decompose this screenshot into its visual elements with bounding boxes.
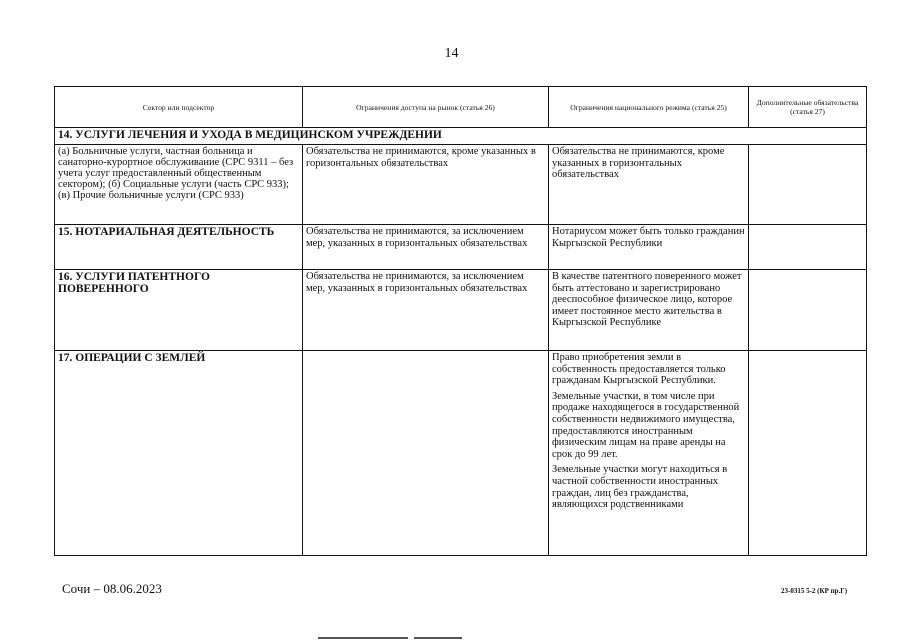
section-17-market-access	[303, 351, 549, 556]
section-14-title-row	[55, 128, 867, 145]
section-17-nt-para3: Земельные участки могут находиться в частной собственности иностранных граждан, лиц без гражданства, являющихся родственниками	[552, 464, 728, 511]
section-15-market-access: Обязательства не принимаются, за исключением мер, указанных в горизонтальных обязательствах	[303, 225, 549, 270]
section-14-national-treatment: Обязательства не принимаются, кроме указанных в горизонтальных обязательствах	[549, 145, 749, 225]
section-15-title: 15. НОТАРИАЛЬНАЯ ДЕЯТЕЛЬНОСТЬ	[55, 225, 303, 270]
header-national-treatment: Ограничения национального режима (статья 25)	[549, 87, 749, 128]
footer-doc-code: 23-0315 5-2 (КР пр.Г)	[781, 587, 848, 595]
section-17-title: 17. ОПЕРАЦИИ С ЗЕМЛЕЙ	[55, 351, 303, 556]
section-17-additional	[749, 351, 867, 556]
section-16-title: 16. УСЛУГИ ПАТЕНТНОГО ПОВЕРЕННОГО	[55, 270, 303, 351]
header-sector: Сектор или подсектор	[55, 87, 303, 128]
section-15-row	[55, 225, 867, 270]
section-15-additional	[749, 225, 867, 270]
section-17-row	[55, 351, 867, 556]
page-number: 14	[444, 46, 459, 61]
footer-date: Сочи – 08.06.2023	[62, 581, 162, 596]
section-15-national-treatment: Нотариусом может быть только гражданин Кыргызской Республики	[549, 225, 749, 270]
section-17-national-treatment	[549, 351, 749, 556]
section-14-row	[55, 145, 867, 225]
section-14-market-access: Обязательства не принимаются, кроме указанных в горизонтальных обязательствах	[303, 145, 549, 225]
section-16-market-access: Обязательства не принимаются, за исключением мер, указанных в горизонтальных обязательствах	[303, 270, 549, 351]
services-table	[54, 86, 867, 556]
section-16-national-treatment: В качестве патентного поверенного может быть аттестовано и зарегистрировано дееспособное физическое лицо, которое имеет постоянное место жительства в Кыргызской Республике	[549, 270, 749, 351]
header-additional: Дополнительные обязательства (статья 27)	[749, 87, 867, 128]
section-17-nt-para1: Право приобретения земли в собственность предоставляется только гражданам Кыргызской Республики.	[552, 352, 726, 387]
section-17-nt-para2: Земельные участки, в том числе при продаже находящегося в государственной собственности недвижимого имущества, предоставляются иностранным физическим лицам на праве аренды на срок до 99 лет.	[552, 390, 740, 460]
section-14-additional	[749, 145, 867, 225]
scan-edge-line	[414, 637, 462, 639]
header-market-access: Ограничения доступа на рынок (статья 26)	[303, 87, 549, 128]
section-14-title: 14. УСЛУГИ ЛЕЧЕНИЯ И УХОДА В МЕДИЦИНСКОМ УЧРЕЖДЕНИИ	[55, 128, 867, 145]
scan-edge-line	[318, 637, 408, 639]
section-16-additional	[749, 270, 867, 351]
table-header-row	[55, 87, 867, 128]
section-14-sector: (а) Больничные услуги, частная больница и санаторно-курортное обслуживание (CPC 9311 – без учета услуг предоставленный общественным сектором); (б) Социальные услуги (часть CPC 933); (в) Прочие больничные услуги (CPC 933)	[55, 145, 303, 225]
section-16-row	[55, 270, 867, 351]
